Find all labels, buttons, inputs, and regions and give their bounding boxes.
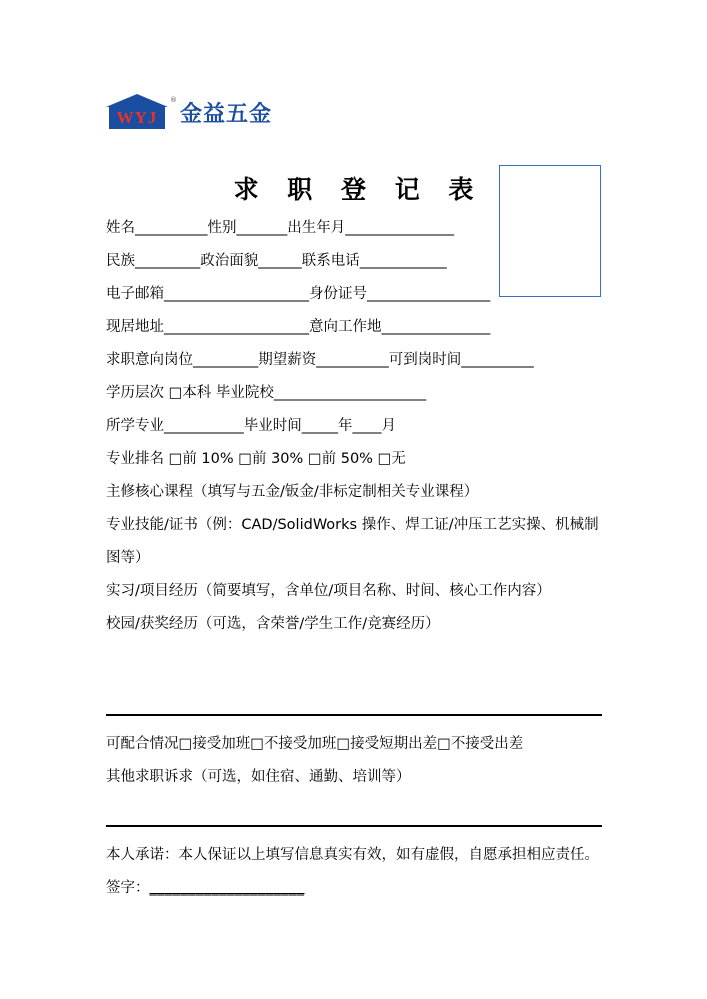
- label-accept-overtime: 接受加班: [192, 736, 251, 752]
- page-title: 求 职 登 记 表: [233, 175, 484, 204]
- label-major-ranking-12: 无: [391, 451, 406, 467]
- label-major-graduation-0: 所学专业: [106, 418, 164, 434]
- label-major-graduation-2: 毕业时间: [243, 418, 302, 434]
- form-field-campus-awards: [106, 608, 602, 641]
- label-major-ranking-3: 前 10%: [182, 451, 234, 467]
- label-position-salary-availability-4: 可到岗时间: [388, 352, 462, 368]
- input-blank-major-graduation-3[interactable]: _____: [301, 418, 338, 434]
- checkbox-accept-short-travel[interactable]: □: [336, 736, 351, 752]
- signature-blank[interactable]: ____________________: [149, 880, 305, 896]
- form-field-email-id: [106, 278, 602, 311]
- input-blank-email-id-1[interactable]: ____________________: [164, 286, 309, 302]
- label-name-gender-birth-0: 姓名: [106, 220, 135, 236]
- form-field-name-gender-birth: [106, 212, 602, 245]
- label-position-salary-availability-2: 期望薪资: [258, 352, 317, 368]
- label-decline-overtime: 不接受加班: [263, 736, 337, 752]
- brand-name: 金益五金: [180, 101, 273, 127]
- label-major-ranking-6: 前 30%: [251, 451, 304, 467]
- checkbox-major-ranking-5[interactable]: □: [238, 451, 252, 467]
- label-decline-travel: 不接受出差: [450, 736, 524, 752]
- other-requests-line: 其他求职诉求（可选，如住宿、通勤、培训等）: [106, 769, 411, 785]
- logo-letters: WYJ: [116, 108, 158, 127]
- form-fields-container: [106, 212, 602, 641]
- label-major-graduation-6: 月: [381, 418, 396, 434]
- declaration-text: 本人承诺：本人保证以上填写信息真实有效，如有虚假，自愿承担相应责任。签字：: [106, 847, 599, 896]
- form-field-internship-projects: [106, 575, 602, 608]
- input-blank-position-salary-availability-5[interactable]: __________: [461, 352, 534, 368]
- checkbox-major-ranking-11[interactable]: □: [377, 451, 392, 467]
- input-blank-name-gender-birth-5[interactable]: _______________: [345, 220, 454, 236]
- form-field-address-worklocation: [106, 311, 602, 344]
- label-name-gender-birth-4: 出生年月: [287, 220, 346, 236]
- input-blank-name-gender-birth-1[interactable]: __________: [135, 220, 208, 236]
- label-education-school-5: 毕业院校: [215, 385, 274, 401]
- input-blank-address-worklocation-1[interactable]: ____________________: [164, 319, 309, 335]
- input-blank-position-salary-availability-1[interactable]: _________: [193, 352, 259, 368]
- form-field-skills-certificates: [106, 509, 602, 575]
- label-accept-short-travel: 接受短期出差: [350, 736, 438, 752]
- form-field-position-salary-availability: [106, 344, 602, 377]
- form-field-major-ranking: [106, 443, 602, 476]
- cooperation-line: [106, 728, 606, 761]
- registered-mark-icon: ®: [170, 96, 177, 104]
- label-address-worklocation-2: 意向工作地: [309, 319, 382, 335]
- label-education-school-0: 学历层次: [106, 385, 164, 401]
- label-ethnicity-political-phone-0: 民族: [106, 253, 135, 269]
- input-blank-major-graduation-5[interactable]: ____: [352, 418, 382, 434]
- label-name-gender-birth-2: 性别: [207, 220, 237, 236]
- declaration-section: [106, 839, 606, 905]
- section-divider-1: [106, 714, 602, 716]
- checkbox-major-ranking-2[interactable]: □: [168, 451, 183, 467]
- input-blank-name-gender-birth-3[interactable]: _______: [236, 220, 288, 236]
- input-blank-position-salary-availability-3[interactable]: __________: [316, 352, 389, 368]
- checkbox-education-school-2[interactable]: □: [168, 385, 183, 401]
- label-position-salary-availability-0: 求职意向岗位: [106, 352, 193, 368]
- checkbox-major-ranking-8[interactable]: □: [307, 451, 322, 467]
- label-core-courses-0: 主修核心课程（填写与五金/钣金/非标定制相关专业课程）: [106, 484, 479, 500]
- input-blank-ethnicity-political-phone-5[interactable]: ____________: [359, 253, 447, 269]
- label-campus-awards-0: 校园/获奖经历（可选，含荣誉/学生工作/竞赛经历）: [106, 616, 440, 632]
- form-field-major-graduation: [106, 410, 602, 443]
- label-ethnicity-political-phone-2: 政治面貌: [200, 253, 259, 269]
- cooperation-label: 可配合情况: [106, 736, 179, 752]
- form-field-ethnicity-political-phone: [106, 245, 602, 278]
- input-blank-email-id-3[interactable]: _________________: [367, 286, 491, 302]
- label-ethnicity-political-phone-4: 联系电话: [301, 253, 360, 269]
- label-major-ranking-9: 前 50%: [321, 451, 373, 467]
- company-logo: [106, 92, 272, 132]
- label-education-school-3: 本科: [182, 385, 212, 401]
- label-email-id-2: 身份证号: [309, 286, 367, 302]
- label-skills-certificates-0: 专业技能/证书（例：CAD/SolidWorks 操作、焊工证/冲压工艺实操、机械制图等）: [106, 517, 599, 566]
- label-email-id-0: 电子邮箱: [106, 286, 164, 302]
- section-divider-2: [106, 825, 602, 827]
- label-major-graduation-4: 年: [338, 418, 353, 434]
- logo-body-shape: [109, 106, 165, 129]
- cooperation-section: [106, 728, 606, 794]
- logo-icon: [106, 94, 177, 130]
- input-blank-address-worklocation-3[interactable]: _______________: [381, 319, 491, 335]
- input-blank-ethnicity-political-phone-1[interactable]: _________: [135, 253, 201, 269]
- label-internship-projects-0: 实习/项目经历（简要填写，含单位/项目名称、时间、核心工作内容）: [106, 583, 551, 599]
- input-blank-education-school-6[interactable]: _____________________: [273, 385, 427, 401]
- label-major-ranking-0: 专业排名: [106, 451, 164, 467]
- input-blank-major-graduation-1[interactable]: ___________: [164, 418, 244, 434]
- input-blank-ethnicity-political-phone-3[interactable]: ______: [258, 253, 302, 269]
- checkbox-accept-overtime[interactable]: □: [178, 736, 193, 752]
- checkbox-decline-travel[interactable]: □: [437, 736, 451, 752]
- checkbox-decline-overtime[interactable]: □: [250, 736, 264, 752]
- label-address-worklocation-0: 现居地址: [106, 319, 164, 335]
- form-field-education-school: [106, 377, 602, 410]
- form-field-core-courses: [106, 476, 602, 509]
